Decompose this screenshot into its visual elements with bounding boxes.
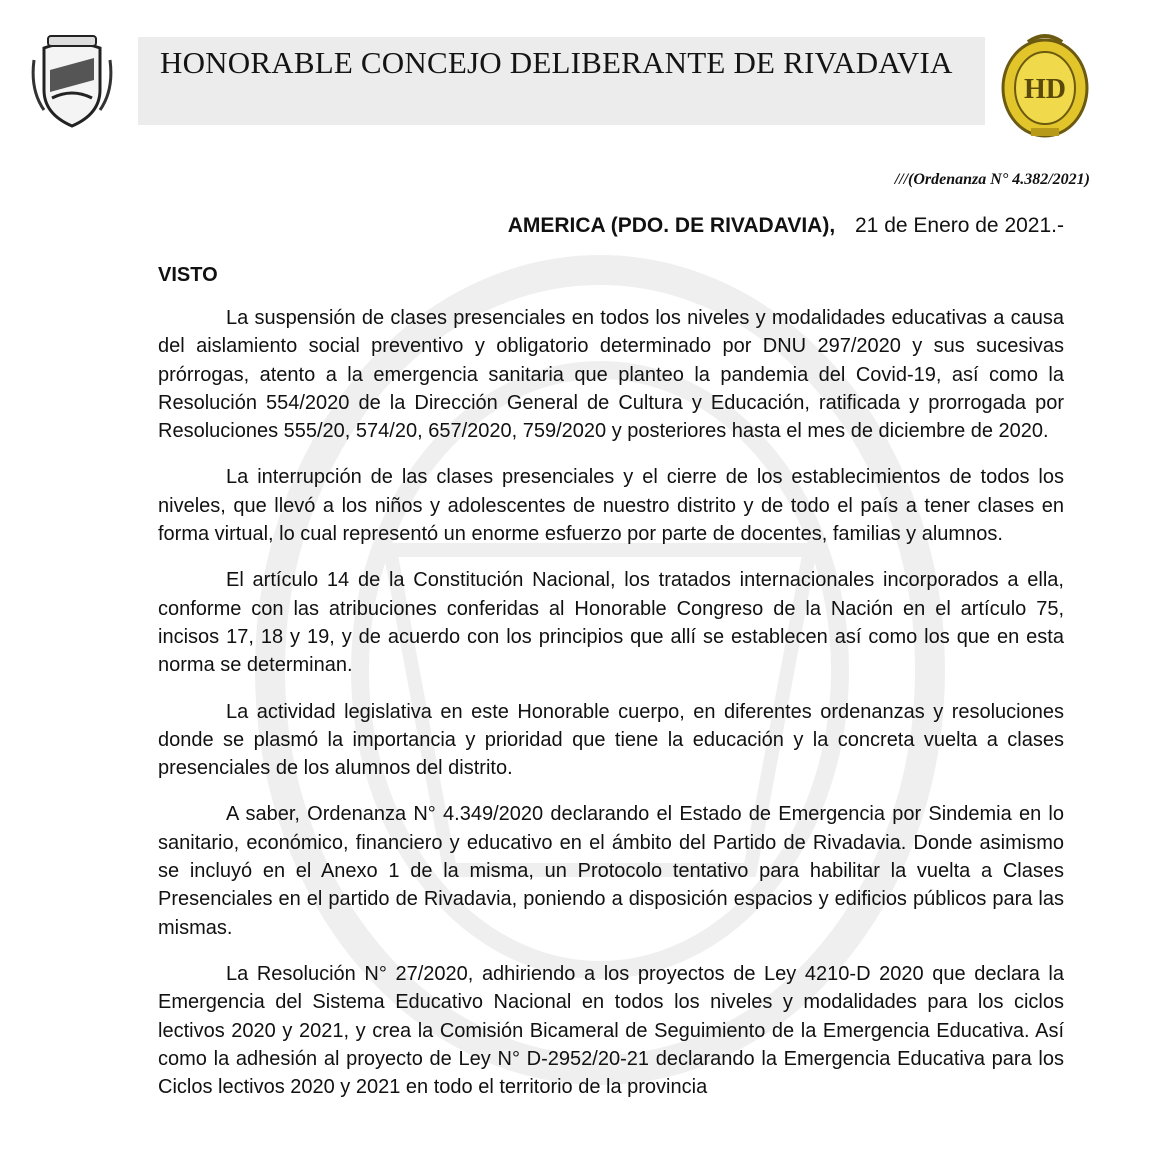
paragraph: La Resolución N° 27/2020, adhiriendo a los proyectos de Ley 4210-D 2020 que declara la Emergencia del Sistema Educativo Nacional en todos los niveles y modalidades para los ciclos lectivos 2020 y 2021, y crea la Comisión Bicameral de Seguimiento de la Emergencia Educativa. Así como la adhesión al proyecto de Ley N° D-2952/20-21 declarando la Emergencia Educativa para los Ciclos lectivos 2020 y 2021 en todo el territorio de la provincia bbox=[158, 962, 1064, 1099]
header-band bbox=[138, 37, 985, 125]
dateline bbox=[508, 214, 1064, 238]
paragraph: La interrupción de las clases presenciales y el cierre de los establecimientos de todos los niveles, que llevó a los niños y adolescentes de nuestro distrito y de todo el país a tener clases en forma virtual, lo cual representó un enorme esfuerzo por parte de docentes, familias y alumnos. bbox=[158, 466, 1064, 546]
date: 21 de Enero de 2021.- bbox=[855, 214, 1064, 237]
paragraph: La suspensión de clases presenciales en todos los niveles y modalidades educativas a causa del aislamiento social preventivo y obligatorio determinado por DNU 297/2020 y sus sucesivas prórrogas, atento a la emergencia sanitaria que planteo la pandemia del Covid-19, así como la Resolución 554/2020 de la Dirección General de Cultura y Educación, ratificada y prorrogada por Resoluciones 555/20, 574/20, 657/2020, 759/2020 y posteriores hasta el mes de diciembre de 2020. bbox=[158, 307, 1064, 443]
place: AMERICA (PDO. DE RIVADAVIA), bbox=[507, 214, 836, 237]
document-body bbox=[158, 304, 1064, 1119]
paragraph: A saber, Ordenanza N° 4.349/2020 declarando el Estado de Emergencia por Sindemia en lo sanitario, económico, financiero y educativo en el ámbito del Partido de Rivadavia. Donde asimismo se incluyó en el Anexo 1 de la misma, un Protocolo tentativo para habilitar la vuelta a Clases Presenciales en el partido de Rivadavia, poniendo a disposición espacios y edificios públicos para las mismas. bbox=[158, 803, 1064, 939]
hcd-seal-icon bbox=[998, 28, 1092, 140]
rivadavia-coat-of-arms-icon bbox=[30, 30, 114, 130]
header-title: HONORABLE CONCEJO DELIBERANTE DE RIVADAVIA bbox=[160, 45, 953, 80]
svg-text:HD: HD bbox=[1024, 74, 1066, 105]
section-label-visto: VISTO bbox=[158, 264, 218, 286]
paragraph: La actividad legislativa en este Honorable cuerpo, en diferentes ordenanzas y resoluciones donde se plasmó la importancia y prioridad que tiene la educación y la concreta vuelta a clases presenciales de los alumnos del distrito. bbox=[158, 700, 1064, 780]
paragraph: El artículo 14 de la Constitución Nacional, los tratados internacionales incorporados a ella, conforme con las atribuciones conferidas al Honorable Congreso de la Nación en el artículo 75, incisos 17, 18 y 19, y de acuerdo con los principios que allí se establecen así como los que en esta norma se determinan. bbox=[158, 569, 1064, 677]
ordinance-reference: ///(Ordenanza N° 4.382/2021) bbox=[894, 171, 1090, 188]
